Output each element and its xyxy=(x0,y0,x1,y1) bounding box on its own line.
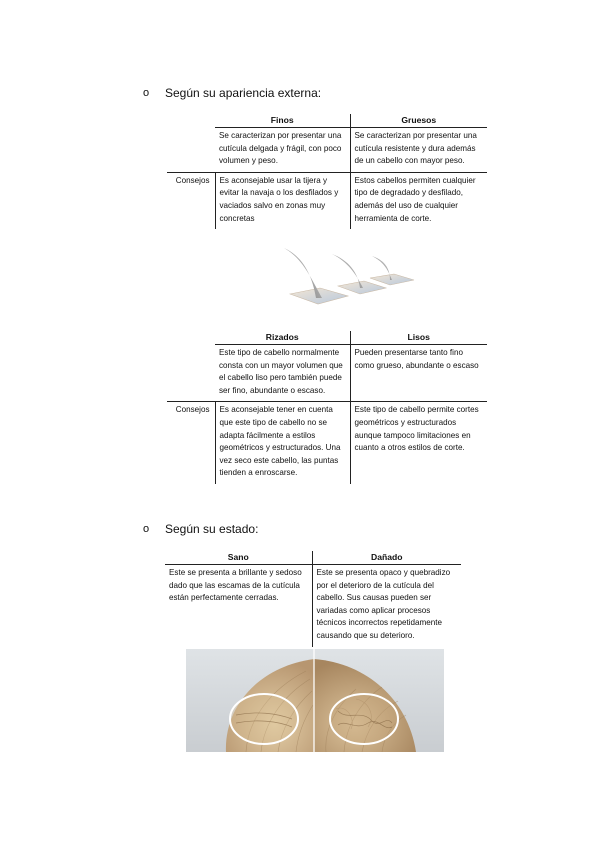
list-bullet: o xyxy=(143,523,150,535)
hair-strands-image xyxy=(262,244,422,306)
cell-gruesos-consejos: Estos cabellos permiten cualquier tipo de degradado y desfilado, además del uso de cualquier herramienta de corte. xyxy=(350,172,487,229)
hair-comparison-image xyxy=(186,649,444,752)
cell-finos-desc: Se caracterizan por presentar una cutícula delgada y frágil, con poco volumen y peso. xyxy=(215,128,350,173)
section-title: Según su estado: xyxy=(165,522,259,536)
row-label-consejos: Consejos xyxy=(167,402,215,484)
cell-lisos-consejos: Este tipo de cabello permite cortes geométricos y estructurados aunque tampoco limitaciones en cuanto a otros estilos de corte. xyxy=(350,402,487,484)
section-title: Según su apariencia externa: xyxy=(165,86,322,100)
section-heading-estado xyxy=(143,522,258,536)
column-header-sano: Sano xyxy=(165,551,312,565)
column-header-lisos: Lisos xyxy=(350,331,487,345)
column-header-danado: Dañado xyxy=(312,551,461,565)
cell-rizados-consejos: Es aconsejable tener en cuenta que este tipo de cabello no se adapta fácilmente a estilos geométricos y estructurados. Una vez seco este cabello, las puntas tienden a enroscarse. xyxy=(215,402,350,484)
column-header-gruesos: Gruesos xyxy=(350,114,487,128)
cell-rizados-desc: Este tipo de cabello normalmente consta con un mayor volumen que el cabello liso pero también puede ser fino, abundante o escaso. xyxy=(215,345,350,402)
cell-finos-consejos: Es aconsejable usar la tijera y evitar la navaja o los desfilados y vaciados salvo en zonas muy concretas xyxy=(215,172,350,229)
cell-danado-desc: Este se presenta opaco y quebradizo por el deterioro de la cutícula del cabello. Sus causas pueden ser variadas como aplicar procesos técnicos incorrectos repetidamente causando que su deterioro. xyxy=(316,568,451,640)
list-bullet: o xyxy=(143,87,150,99)
cell-sano-desc: Este se presenta a brillante y sedoso dado que las escamas de la cutícula están perfectamente cerradas. xyxy=(165,565,312,647)
table-sano-danado xyxy=(165,551,461,647)
section-heading-apariencia xyxy=(143,86,321,100)
cell-lisos-desc: Pueden presentarse tanto fino como grueso, abundante o escaso xyxy=(354,348,479,370)
row-label-consejos: Consejos xyxy=(167,172,215,229)
column-header-rizados: Rizados xyxy=(215,331,350,345)
cell-gruesos-desc: Se caracterizan por presentar una cutícula resistente y dura además de un cabello con mayor peso. xyxy=(354,131,477,166)
table-finos-gruesos xyxy=(167,114,487,229)
table-rizados-lisos xyxy=(167,331,487,484)
column-header-finos: Finos xyxy=(215,114,350,128)
